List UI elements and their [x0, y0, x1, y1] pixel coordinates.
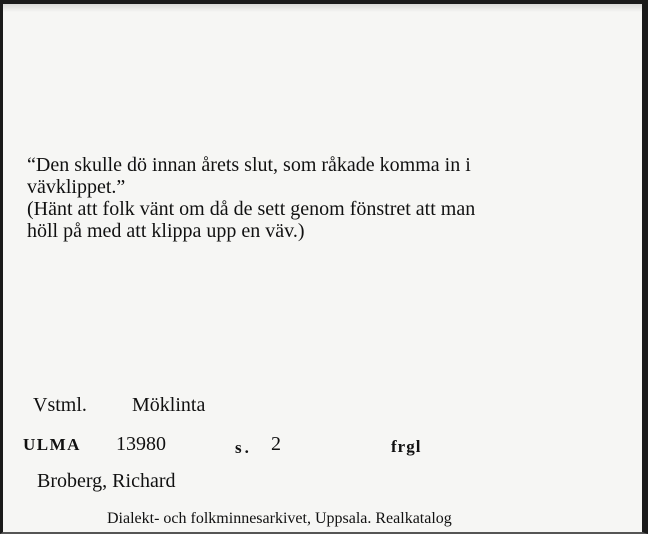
record-text-line: “Den skulle dö innan årets slut, som råkade komma in i — [27, 154, 471, 176]
type-code: frgl — [391, 437, 422, 456]
page-label: s. — [235, 438, 252, 457]
record-text-line: vävklippet.” — [27, 176, 126, 198]
record-text-line: (Hänt att folk vänt om då de sett genom fönstret att man — [27, 198, 476, 220]
record-text-line: höll på med att klippa upp en väv.) — [27, 220, 305, 242]
archive-number: 13980 — [116, 433, 166, 455]
record-text — [27, 154, 597, 242]
archive-footer: Dialekt- och folkminnesarkivet, Uppsala. Realkatalog — [107, 510, 452, 527]
page-number: 2 — [271, 433, 281, 455]
region-label: Vstml. — [33, 394, 87, 416]
archive-label: ULMA — [23, 435, 81, 454]
place-name: Möklinta — [132, 394, 206, 416]
author-name: Broberg, Richard — [37, 470, 176, 492]
